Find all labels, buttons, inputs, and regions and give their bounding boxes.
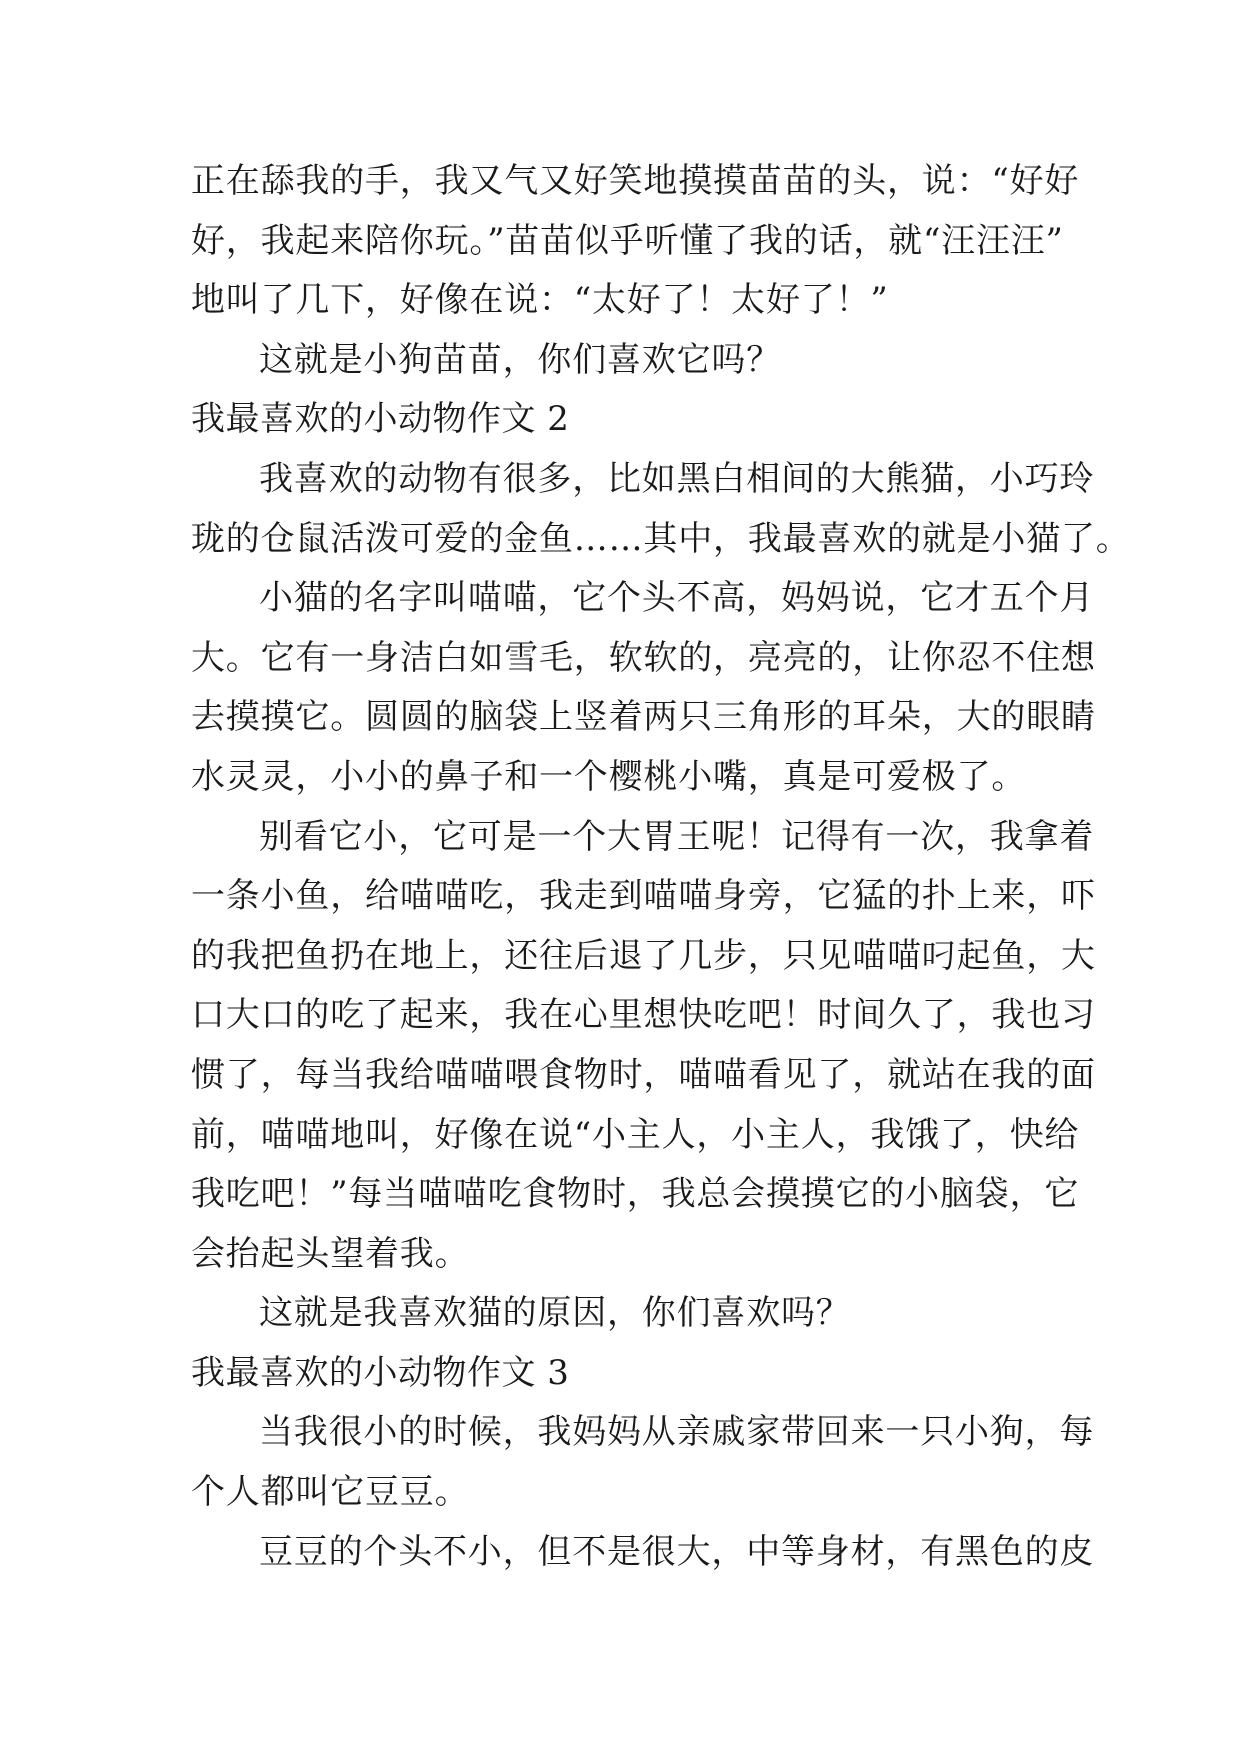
text-line: 去摸摸它。圆圆的脑袋上竖着两只三角形的耳朵，大的眼睛 bbox=[191, 697, 1096, 738]
text-line: 地叫了几下，好像在说：“太好了！太好了！” bbox=[191, 280, 889, 321]
text-line: 大。它有一身洁白如雪毛，软软的，亮亮的，让你忍不住想 bbox=[191, 637, 1096, 678]
text-line: 珑的仓鼠活泼可爱的金鱼……其中，我最喜欢的就是小猫了。 bbox=[191, 518, 1131, 559]
text-line: 惯了，每当我给喵喵喂食物时，喵喵看见了，就站在我的面 bbox=[191, 1054, 1096, 1095]
document-body bbox=[191, 152, 1131, 1582]
section-heading: 我最喜欢的小动物作文 2 bbox=[191, 399, 570, 440]
paragraph-line: 这就是我喜欢猫的原因，你们喜欢吗？ bbox=[259, 1293, 851, 1334]
text-line: 水灵灵，小小的鼻子和一个樱桃小嘴，真是可爱极了。 bbox=[191, 756, 1027, 797]
text-line: 好，我起来陪你玩。”苗苗似乎听懂了我的话，就“汪汪汪” bbox=[191, 220, 1064, 261]
text-line: 会抬起头望着我。 bbox=[191, 1233, 470, 1274]
text-line: 一条小鱼，给喵喵吃，我走到喵喵身旁，它猛的扑上来，吓 bbox=[191, 876, 1096, 917]
text-line: 我吃吧！”每当喵喵吃食物时，我总会摸摸它的小脑袋，它 bbox=[191, 1174, 1080, 1215]
text-line: 前，喵喵地叫，好像在说“小主人，小主人，我饿了，快给 bbox=[191, 1114, 1080, 1155]
text-line: 个人都叫它豆豆。 bbox=[191, 1472, 470, 1513]
text-line: 的我把鱼扔在地上，还往后退了几步，只见喵喵叼起鱼，大 bbox=[191, 935, 1096, 976]
text-line: 正在舔我的手，我又气又好笑地摸摸苗苗的头，说：“好好 bbox=[191, 161, 1080, 201]
paragraph-line: 小猫的名字叫喵喵，它个头不高，妈妈说，它才五个月 bbox=[259, 578, 1095, 619]
text-line: 口大口的吃了起来，我在心里想快吃吧！时间久了，我也习 bbox=[191, 995, 1096, 1036]
paragraph-line: 我喜欢的动物有很多，比如黑白相间的大熊猫，小巧玲 bbox=[259, 458, 1095, 499]
paragraph-line: 当我很小的时候，我妈妈从亲戚家带回来一只小狗，每 bbox=[259, 1412, 1095, 1453]
section-heading: 我最喜欢的小动物作文 3 bbox=[191, 1352, 570, 1393]
paragraph-line: 这就是小狗苗苗，你们喜欢它吗？ bbox=[259, 339, 781, 380]
paragraph-line: 豆豆的个头不小，但不是很大，中等身材，有黑色的皮 bbox=[259, 1531, 1095, 1572]
paragraph-line: 别看它小，它可是一个大胃王呢！记得有一次，我拿着 bbox=[259, 816, 1095, 857]
